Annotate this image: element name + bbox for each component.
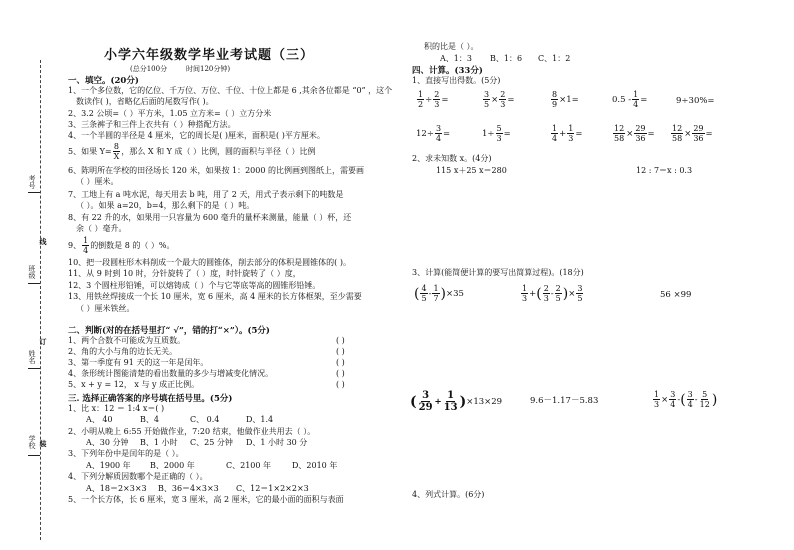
q5-continued: 积的比是（ ）。 [424,42,479,51]
option: D、1.4 [246,415,274,424]
option: C、1：2 [538,54,571,63]
calc-expression: ( $\frac{3}{29}$ + $\frac{1}{13}$ ) ×13×29 [410,390,503,413]
calc-expression: $\frac{12}{58}$ × $\frac{29}{36}$ = [614,124,655,143]
calc-expression: $\frac{12}{58}$ × $\frac{29}{36}$ = [672,124,713,143]
choice-q2: 2、小明从晚上 6:55 开始做作业，7:20 结束，他做作业共用去（ ）。 [68,427,316,436]
option: D、1 小时 30 分 [246,438,308,447]
answer-bracket: ( ) [336,336,345,345]
q8-line2: 余（ ）毫升。 [76,224,127,233]
judge-item: 5、x + y = 12， x 与 y 成正比例。 [68,380,200,389]
choice-q4: 4、下列分解质因数哪个是正确的（ ）。 [68,472,208,481]
sub-heading-1: 1、直接写出得数。(5分) [412,76,501,85]
choice-q3: 3、下列年份中是闰年的是（ ）。 [68,449,184,458]
total-score: (总分100分 [130,65,168,73]
option: B、1 小时 [140,438,178,447]
q11: 11、从 9 时到 10 时，分针旋转了（ ）度，时针旋转了（ ）度， [68,269,301,278]
choice-q5: 5、一个长方体，长 6 厘米，宽 3 厘米，高 2 厘米，它的最小面的面积与表面 [68,495,344,504]
q6-line1: 6、陈明所在学校的田径场长 120 米，如果按 1：2000 的比例画到图纸上，需要画 [68,166,364,175]
calc-expression: 56 ×99 [660,290,692,300]
q1-line2: 数读作( )，省略亿后面的尾数写作( )。 [76,97,214,106]
option: B、36＝4×3×3 [158,484,219,493]
answer-bracket: ( ) [336,380,345,389]
q10: 10、把一段圆柱形木料削成一个最大的圆锥体，削去部分的体积是圆锥体的( )。 [68,258,351,267]
q9-suffix: 的倒数是 8 的（ ）%。 [90,240,175,250]
judge-item: 1、两个合数不可能成为互质数。 [68,336,186,345]
option: D、2010 年 [292,461,338,470]
fill-line [28,283,40,284]
fill-line [28,368,40,369]
option: A、18＝2×3×3 [86,484,147,493]
fraction: $\frac{8}{X}$ [113,142,120,161]
part3-heading: 三. 选择正确答案的序号填在括号里。(5分) [68,394,233,404]
judge-item: 4、条形统计图能清楚的看出数量的多少与增减变化情况。 [68,369,274,378]
sub-heading-4: 4、列式计算。(6分) [412,490,485,499]
option: C、25 分钟 [190,438,233,447]
calc-expression: 1÷ $\frac{5}{3}$ = [482,124,511,143]
choice-q1: 1、比 x：12 ＝ 1:4 x＝( ) [68,404,165,413]
part2-heading: 二、判断(对的在括号里打“ √”，错的打“×”）。(5分) [68,326,270,336]
calc-expression: $\frac{1}{3}$ × $\frac{3}{4}$ - ( $\frac{3}{4}$ - $\frac{5}{12}$ ) [654,390,718,409]
seal-mark-1: 线 [39,238,48,245]
fill-line [28,192,40,193]
answer-bracket: ( ) [336,347,345,356]
option: C、 0.4 [190,415,220,424]
answer-bracket: ( ) [336,358,345,367]
time-limit: 时间120分钟) [186,65,231,73]
calc-expression: 0.5 - $\frac{1}{4}$ = [612,90,648,109]
q9-prefix: 9、 [68,240,82,250]
binding-line [40,60,41,540]
q8-line1: 8、有 22 升的水，如果用一只容量为 600 毫升的量杯来测量，能量（ ）杯，还 [68,213,352,222]
page-title: 小学六年级数学毕业考试题（三） [104,48,315,63]
calc-expression: 9.6－1.17－5.83 [530,396,599,406]
judge-item: 2、角的大小与角的边长无关。 [68,347,178,356]
calc-expression: ( $\frac{4}{5}$ - $\frac{1}{7}$ ) ×35 [414,284,464,303]
option: C、2100 年 [226,461,272,470]
seal-mark-3: 装 [39,440,48,447]
q5 [68,142,316,161]
q7-line1: 7、工地上有 a 吨水泥，每天用去 b 吨，用了 2 天，用式子表示剩下的吨数是 [68,190,344,199]
school-label: 学校 [28,435,36,449]
judge-item: 3、第一季度有 91 天的这一年是闰年。 [68,358,209,367]
answer-bracket: ( ) [336,369,345,378]
calc-expression: $\frac{3}{5}$ × $\frac{2}{3}$ = [484,90,515,109]
q4: 4、一个半圆的半径是 4 厘米，它的周长是( )厘米，面积是( )平方厘米。 [68,131,325,140]
name-label: 姓名 [28,350,36,364]
option: B、2000 年 [150,461,195,470]
option: B、4 [140,415,159,424]
fraction: $\frac{1}{4}$ [83,236,89,255]
option: A、1900 年 [86,461,131,470]
seal-mark-2: 订 [39,338,48,345]
calc-expression: $\frac{8}{9}$ ×1= [552,90,579,109]
q13-line2: （ ）厘米铁丝。 [76,304,135,313]
q12: 12、3 个圆柱形铅锤，可以熔铸成（ ）个与它等底等高的圆锥形铅锤。 [68,281,321,290]
q5-suffix: ，那么 X 和 Y 成（ ）比例，圆的面积与半径（ ）比例 [121,146,316,156]
q13-line1: 13、用铁丝焊接成一个长 10 厘米，宽 6 厘米，高 4 厘米的长方体框架，至少需要 [68,292,362,301]
q9 [68,236,175,255]
exam-no-label: 考号 [28,175,36,189]
sub-heading-2: 2、求未知数 x。(4分) [412,154,492,163]
calc-expression: $\frac{1}{3}$ + ( $\frac{2}{3}$ - $\frac{2}{5}$ ) × $\frac{3}{5}$ [522,284,583,303]
calc-expression: 12÷ $\frac{3}{4}$ = [416,124,451,143]
part1-heading: 一、填空。(20分) [68,76,139,86]
calc-expression: 9÷30%= [676,96,715,106]
fill-line [28,455,40,456]
option: A、30 分钟 [86,438,129,447]
option: C、12＝1×2×2×3 [236,484,309,493]
q2: 2、3.2 公顷=（ ）平方米，1.05 立方米=（ ）立方分米 [68,109,272,118]
equation-2: 12 : 7＝x : 0.3 [636,166,693,175]
q6-line2: （ ）厘米。 [76,177,119,186]
q1-line1: 1、一个多位数，它的亿位、千万位、万位、千位、十位上都是 6 ,其余各位都是 “0” ，这个 [68,86,393,95]
sub-heading-3: 3、计算(能简便计算的要写出简算过程)。(18分) [412,268,584,277]
part4-heading: 四、计算。(33分) [412,66,483,76]
equation-1: 115 x＋25 x＝280 [436,166,507,175]
option: B、1：6 [490,54,523,63]
q5-prefix: 5、如果 Y= [68,146,112,156]
option: A、1：3 [440,54,472,63]
q7-line2: （ ）。如果 a=20，b=4，那么剩下的是（ ）吨。 [76,201,255,210]
option: A、 40 [86,415,113,424]
calc-expression: $\frac{1}{2}$ ÷ $\frac{2}{3}$ = [418,90,449,109]
calc-expression: $\frac{1}{4}$ + $\frac{1}{3}$ = [552,124,583,143]
q3: 3、三条裤子和三件上衣共有（ ）种搭配方法。 [68,120,236,129]
class-label: 班级 [28,265,36,279]
